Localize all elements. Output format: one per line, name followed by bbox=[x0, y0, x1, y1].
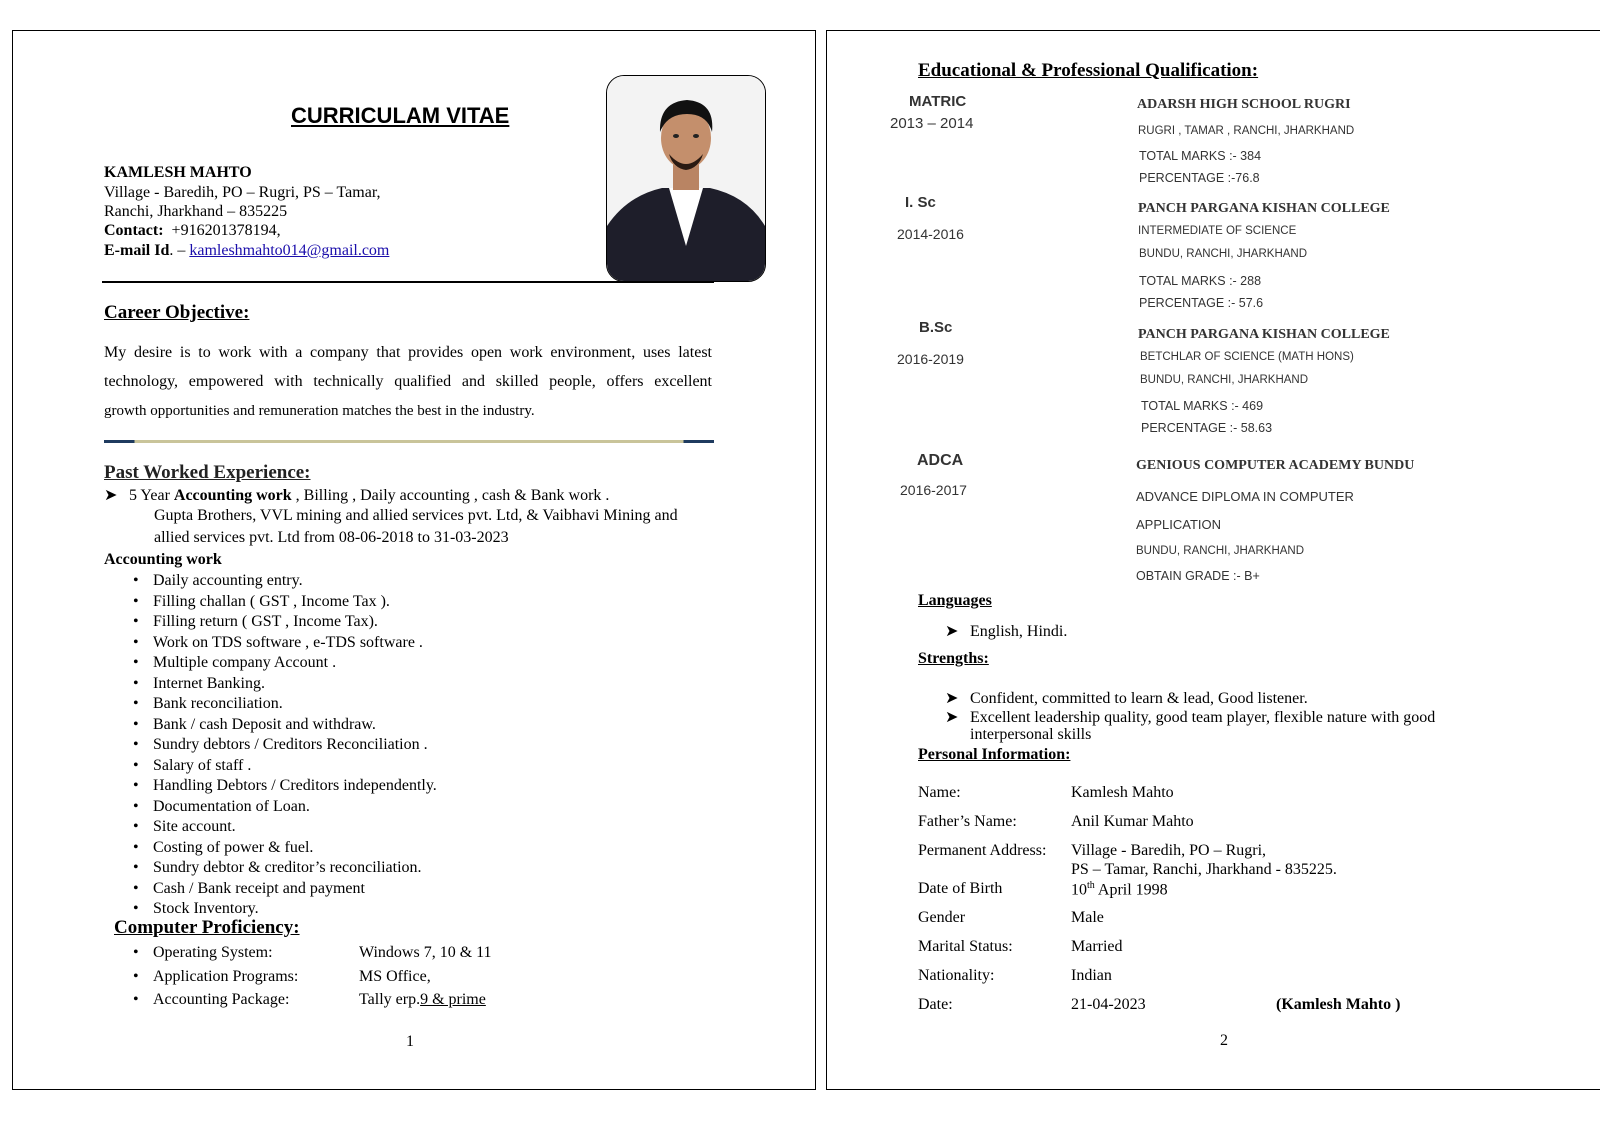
degree-matric: MATRIC bbox=[909, 93, 967, 110]
strength-line-3: interpersonal skills bbox=[970, 726, 1092, 743]
detail-bsc-2: BUNDU, RANCHI, JHARKHAND bbox=[1140, 374, 1309, 386]
contact-value: +916201378194, bbox=[171, 222, 281, 239]
detail-isc-3: TOTAL MARKS :- 288 bbox=[1139, 274, 1262, 288]
detail-adca-3: BUNDU, RANCHI, JHARKHAND bbox=[1136, 545, 1305, 557]
detail-isc-1: INTERMEDIATE OF SCIENCE bbox=[1138, 225, 1297, 237]
strength-value-1: Confident, committed to learn & lead, Good listener. bbox=[970, 690, 1308, 707]
list-item: • Bank reconciliation. bbox=[104, 694, 437, 715]
list-item: • Work on TDS software , e-TDS software . bbox=[104, 633, 437, 654]
experience-company-line-1: Gupta Brothers, VVL mining and allied services pvt. Ltd, & Vaibhavi Mining and bbox=[154, 507, 678, 524]
address-line-1: Village - Baredih, PO – Rugri, PS – Tamar, bbox=[104, 184, 381, 201]
list-item: • Filling return ( GST , Income Tax). bbox=[104, 612, 437, 633]
arrow-bullet-icon: ➤ bbox=[104, 487, 118, 504]
father-name-value: Anil Kumar Mahto bbox=[1071, 813, 1194, 830]
list-item: • Site account. bbox=[104, 817, 437, 838]
date-value: 21-04-2023 bbox=[1071, 996, 1146, 1013]
years-bsc: 2016-2019 bbox=[897, 351, 964, 367]
years-matric: 2013 – 2014 bbox=[890, 115, 974, 132]
name-value: Kamlesh Mahto bbox=[1071, 784, 1174, 801]
career-line-1: My desire is to work with a company that provides open work environment, uses latest bbox=[104, 344, 712, 361]
institution-adca: GENIOUS COMPUTER ACADEMY BUNDU bbox=[1136, 458, 1415, 473]
signature-name: (Kamlesh Mahto ) bbox=[1276, 996, 1401, 1013]
degree-isc: I. Sc bbox=[905, 194, 936, 211]
list-item: • Stock Inventory. bbox=[104, 899, 437, 920]
computer-item-value: Windows 7, 10 & 11 bbox=[359, 944, 492, 961]
email-line bbox=[104, 242, 389, 260]
candidate-name: KAMLESH MAHTO bbox=[104, 164, 252, 181]
education-heading: Educational & Professional Qualification: bbox=[918, 60, 1259, 81]
nationality-label: Nationality: bbox=[918, 967, 995, 984]
personal-info-heading: Personal Information: bbox=[918, 746, 1071, 763]
experience-prefix: 5 Year bbox=[129, 487, 174, 504]
arrow-bullet-icon: ➤ bbox=[945, 690, 959, 707]
gender-label: Gender bbox=[918, 909, 966, 926]
institution-isc: PANCH PARGANA KISHAN COLLEGE bbox=[1138, 201, 1390, 216]
list-item bbox=[104, 965, 492, 989]
permanent-address-label: Permanent Address: bbox=[918, 842, 1047, 859]
career-objective-heading: Career Objective: bbox=[104, 302, 250, 323]
languages-value: English, Hindi. bbox=[970, 623, 1068, 640]
detail-matric-2: TOTAL MARKS :- 384 bbox=[1139, 149, 1262, 163]
list-item bbox=[104, 941, 492, 965]
career-line-2: technology, empowered with technically qualified and skilled people, offers excellent bbox=[104, 373, 712, 390]
dob-day: 10 bbox=[1071, 881, 1087, 899]
cv-title: CURRICULAM VITAE bbox=[291, 103, 510, 128]
detail-matric-1: RUGRI , TAMAR , RANCHI, JHARKHAND bbox=[1138, 125, 1355, 137]
strength-value-2: Excellent leadership quality, good team player, flexible nature with good bbox=[970, 709, 1436, 726]
detail-isc-4: PERCENTAGE :- 57.6 bbox=[1139, 296, 1264, 310]
cv-page-2 bbox=[826, 30, 1600, 1090]
experience-summary bbox=[104, 485, 609, 505]
languages-heading: Languages bbox=[918, 592, 992, 609]
email-label: E-mail Id bbox=[104, 242, 170, 259]
strength-line-1 bbox=[945, 688, 1308, 708]
detail-bsc-3: TOTAL MARKS :- 469 bbox=[1141, 399, 1264, 413]
years-isc: 2014-2016 bbox=[897, 226, 964, 242]
list-item: • Filling challan ( GST , Income Tax ). bbox=[104, 592, 437, 613]
detail-adca-1: ADVANCE DIPLOMA IN COMPUTER bbox=[1136, 489, 1354, 504]
computer-list bbox=[104, 941, 492, 1012]
page-number: 1 bbox=[406, 1033, 414, 1050]
experience-rest: , Billing , Daily accounting , cash & Bank work . bbox=[291, 487, 610, 504]
career-line-3: growth opportunities and remuneration matches the best in the industry. bbox=[104, 403, 535, 419]
email-separator: . – bbox=[169, 242, 186, 259]
marital-status-label: Marital Status: bbox=[918, 938, 1013, 955]
gender-value: Male bbox=[1071, 909, 1104, 926]
languages-line bbox=[945, 621, 1067, 641]
computer-item-label: Operating System: bbox=[153, 944, 273, 961]
experience-heading: Past Worked Experience: bbox=[104, 462, 311, 483]
detail-adca-4: OBTAIN GRADE :- B+ bbox=[1136, 569, 1260, 583]
cv-page-1 bbox=[12, 30, 816, 1090]
name-label: Name: bbox=[918, 784, 961, 801]
list-item: • Handling Debtors / Creditors independently. bbox=[104, 776, 437, 797]
nationality-value: Indian bbox=[1071, 967, 1112, 984]
permanent-address-line-1: Village - Baredih, PO – Rugri, bbox=[1071, 842, 1267, 859]
list-item bbox=[104, 988, 492, 1012]
date-label: Date: bbox=[918, 996, 953, 1013]
list-item: • Salary of staff . bbox=[104, 756, 437, 777]
computer-item-value: Tally erp. bbox=[359, 991, 421, 1008]
permanent-address-line-2: PS – Tamar, Ranchi, Jharkhand - 835225. bbox=[1071, 861, 1337, 878]
institution-matric: ADARSH HIGH SCHOOL RUGRI bbox=[1137, 97, 1351, 112]
page-number: 2 bbox=[1220, 1032, 1228, 1049]
profile-photo bbox=[606, 75, 766, 282]
experience-company-line-2: allied services pvt. Ltd from 08-06-2018 to 31-03-2023 bbox=[154, 529, 509, 546]
list-item: • Sundry debtor & creditor’s reconciliation. bbox=[104, 858, 437, 879]
dob-value bbox=[1071, 880, 1168, 899]
accounting-heading: Accounting work bbox=[104, 551, 222, 568]
detail-matric-3: PERCENTAGE :-76.8 bbox=[1139, 171, 1260, 185]
father-name-label: Father’s Name: bbox=[918, 813, 1017, 830]
list-item: • Sundry debtors / Creditors Reconciliation . bbox=[104, 735, 437, 756]
accounting-list bbox=[104, 571, 437, 920]
section-divider bbox=[104, 440, 714, 443]
computer-proficiency-heading: Computer Proficiency: bbox=[114, 917, 300, 938]
experience-bold: Accounting work bbox=[173, 487, 292, 504]
list-item: • Cash / Bank receipt and payment bbox=[104, 879, 437, 900]
dob-suffix: th bbox=[1087, 880, 1095, 891]
years-adca: 2016-2017 bbox=[900, 482, 967, 498]
detail-bsc-1: BETCHLAR OF SCIENCE (MATH HONS) bbox=[1140, 351, 1354, 363]
list-item: • Daily accounting entry. bbox=[104, 571, 437, 592]
contact-label: Contact: bbox=[104, 222, 164, 239]
arrow-bullet-icon: ➤ bbox=[945, 709, 959, 726]
dob-label: Date of Birth bbox=[918, 880, 1003, 897]
contact-line bbox=[104, 222, 281, 240]
strength-line-2 bbox=[945, 707, 1435, 727]
computer-item-label: Application Programs: bbox=[153, 967, 299, 985]
detail-isc-2: BUNDU, RANCHI, JHARKHAND bbox=[1139, 248, 1308, 260]
dob-rest: April 1998 bbox=[1094, 881, 1168, 899]
list-item: • Internet Banking. bbox=[104, 674, 437, 695]
detail-adca-2: APPLICATION bbox=[1136, 517, 1222, 532]
list-item: • Bank / cash Deposit and withdraw. bbox=[104, 715, 437, 736]
list-item: • Documentation of Loan. bbox=[104, 797, 437, 818]
computer-item-value-underlined: 9 & prime bbox=[420, 991, 486, 1008]
address-line-2: Ranchi, Jharkhand – 835225 bbox=[104, 203, 288, 220]
detail-bsc-4: PERCENTAGE :- 58.63 bbox=[1141, 421, 1273, 435]
degree-bsc: B.Sc bbox=[919, 319, 953, 336]
header-divider bbox=[102, 281, 714, 283]
person-photo-icon bbox=[607, 76, 765, 281]
institution-bsc: PANCH PARGANA KISHAN COLLEGE bbox=[1138, 327, 1390, 342]
degree-adca: ADCA bbox=[917, 452, 964, 469]
list-item: • Costing of power & fuel. bbox=[104, 838, 437, 859]
strengths-heading: Strengths: bbox=[918, 650, 989, 667]
list-item: • Multiple company Account . bbox=[104, 653, 437, 674]
arrow-bullet-icon: ➤ bbox=[945, 623, 959, 640]
computer-item-label: Accounting Package: bbox=[153, 991, 290, 1008]
computer-item-value: MS Office, bbox=[359, 967, 431, 985]
marital-status-value: Married bbox=[1071, 938, 1123, 955]
email-link[interactable]: kamleshmahto014@gmail.com bbox=[189, 242, 390, 259]
